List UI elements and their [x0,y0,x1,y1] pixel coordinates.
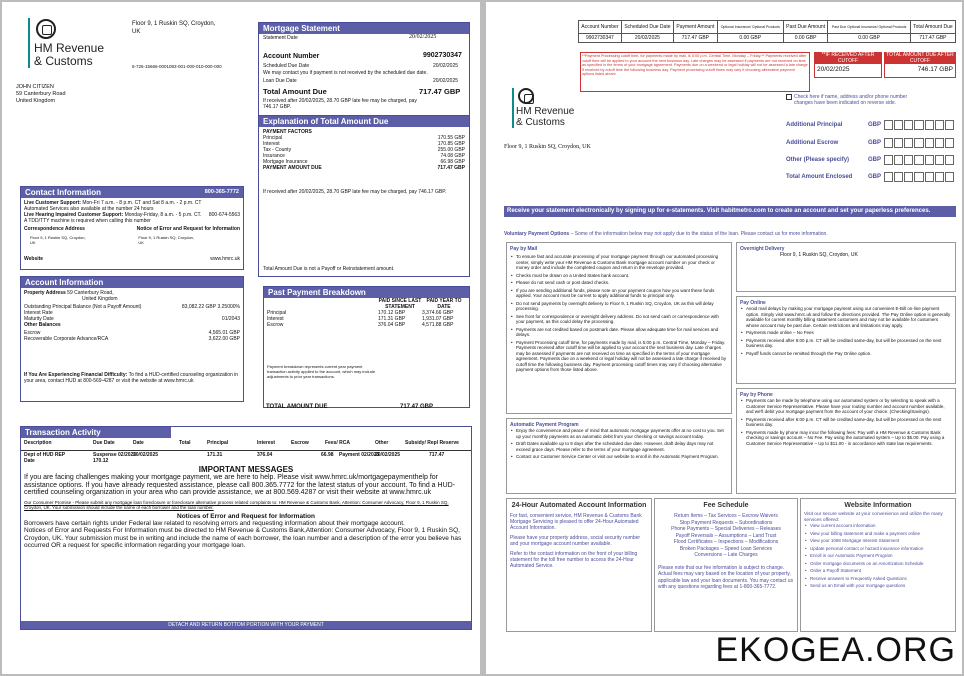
pay-online-list [740,306,952,356]
explanation-row-label: Insurance [263,153,285,159]
list-item: • Avoid mail delays by making your mortgage payment using our convenient E-Bill on-line payment option. Simply visit www.hmrc.uk and follow the directions provided. The Pay Online option is generally available for current monthly billing statement customers and may not be available for customers whose account may be past due. Certain restrictions and limitations may apply. [740,306,952,328]
website-info-intro: Visit our secure website at your convenience and utilize the many services offered: [804,512,943,523]
grid-optional: 0.00 GBP [717,34,783,43]
automated-info-title: 24-Hour Automated Account Information [511,502,647,509]
logo-accent-bar-2 [512,88,514,128]
list-item: • If you are sending additional funds, please note on your payment coupon how you want these funds applied. Your account must be current to apply additional funds to principal only. [510,288,728,299]
list-item: • Update personal contact or hazard insurance information [804,546,952,552]
notice-label: Notice of Error and Request for Information [136,226,240,232]
list-item: • Payments can be made by telephone using our automated system or by selecting to speak with a Customer Service Representative. Please have your routing number and account number available, and we'll debit your mortgage payment from the account of your choice. (Checking/Savings). [740,398,952,415]
transaction-header-cell: Due Date [93,440,115,446]
amount-digit-box [884,172,893,182]
automated-info-box [506,498,652,632]
amount-digit-box [914,120,923,130]
payment-factors-header: PAYMENT FACTORS [263,129,312,135]
list-item: • Receive answers to Frequently Asked Questions [804,576,952,582]
brand-logo-2: HM Revenue & Customs [516,106,575,128]
amount-digit-box [894,155,903,165]
amount-digit-box [894,138,903,148]
amount-digit-box [904,120,913,130]
amount-input[interactable] [884,138,954,148]
hardship-text: To find a HUD-certified counseling organization in your area, contact HUD at 800-569-4287 or visit the website at www.hmrc.uk [24,372,239,384]
fee-item: Conversions – Late Charges [694,552,758,558]
grid-account-number: 9902730347 [579,34,622,43]
return-address: Floor 9, 1 Ruskin SQ, Croydon, UK [504,144,591,150]
cutoff-notice: **Payment Processing cutoff time, for payments made by mail, is 5:00 p.m. Central Time, Monday – Friday.** Payments received after cutoff time will be applied to your account the next business day. Late charges may be assessed if payments are not received on time as specified in the terms of your mortgage agreement. Payments due on a weekend or legal holiday will not be assessed a late charge if received by cutoff time the following business day. Payment processing cutoff times may vary if choosing alternative payment options listed above. [580,52,810,92]
explanation-row-label: Principal [263,135,283,141]
transaction-title: Transaction Activity [21,427,171,438]
list-item: • See front for correspondence or overnight delivery address. Do not send cash or correspondence with your payment, as this could delay the processing. [510,314,728,325]
total-after-cutoff-box [884,52,956,78]
grid-header-past-optional: Past Due Optional Insurance/ Optional Products [828,21,910,34]
list-item: • Payments made by phone may incur the following fees: Pay with a HM Revenue & Customs Bank checking or savings account – No Fee. Pay using the automated system – Up to $5.00. Pay using a Customer Service Representative – Up to $11.00 - in accordance with state law requirements. [740,430,952,447]
explanation-rows [263,135,465,165]
customer-address: JOHN CITIZEN 59 Canterbury Road United Kingdom [16,84,66,104]
total-after-cutoff-value: 746.17 GBP [917,66,953,73]
amount-field-label: Other (Please specify) [786,157,850,163]
transaction-header-cell: Interest [257,440,276,446]
explanation-row-value: 255.00 GBP [437,147,465,153]
hearing-support-label: Live Hearing Impaired Customer Support: [24,212,124,218]
list-item: • Payments are not credited based on postmark date. Please allow adequate time for mail services and delays. [510,327,728,338]
escrow-balance: 4,565.01 GBP [208,330,240,336]
account-number-label: Account Number [263,53,320,60]
explanation-row-label: Interest [263,141,280,147]
amount-field-currency: GBP [868,157,882,163]
grid-header-due-date: Scheduled Due Date [621,21,673,34]
pay-by-phone-title: Pay by Phone [740,392,773,398]
overnight-address: Floor 9, 1 Ruskin SQ, Croydon, UK [780,252,858,258]
important-messages-body: If you are facing challenges making your mortgage payment, we are here to help. Please visit www.hmrc.uk/mortgagepaymenthelp for assistance options. If you have already requested assistance, please call 800.365.7772 for the latest status of your account. To find a HUD-certified counseling organization in your area who can provide assistance, we at 800.569.4287 or visit their website at www.hmrc.uk [24,474,456,496]
property-country: United Kingdom [82,296,118,302]
not-payoff-note: Total Amount Due is not a Payoff or Reinstatement amount. [263,266,395,272]
consumer-promise: Our Consumer Promise - Please submit any mortgage loan foreclosure or foreclosure alternative process related complaints to: HM Revenue & Customs Bank, Attention: Consumer Advocacy, Floor 9, 1 Ruskin SQ, Croydon, UK. Your submission should include the name of each borrower and the loan number. [24,499,449,510]
payment-coupon-grid [578,20,956,43]
past-row-since: 171.31 GBP [378,316,406,322]
voluntary-label: Voluntary Payment Options [504,231,570,237]
website-info-title: Website Information [844,502,912,509]
automated-info-text3: Refer to the contact information on the front of your billing statement for the toll free number to access the 24-Hour Automated Service. [510,551,638,569]
pay-online-box [736,296,956,384]
rca-balance: 3,622.00 GBP [208,336,240,342]
notice-of-error-title: Notices of Error and Request for Information [177,512,315,520]
interest-rate: 3.25000% [217,304,240,310]
correspondence-address: Floor 9, 1 Ruskin SQ, Croydon, UK [30,235,86,245]
amount-digit-box [935,155,944,165]
amount-field-label: Additional Escrow [786,140,839,146]
scheduled-due-label: Scheduled Due Date [263,63,310,69]
past-row-ytd: 3,374.66 GBP [422,310,454,316]
total-amount-due: 717.47 GBP [419,87,461,96]
past-row-ytd: 4,571.88 GBP [422,322,454,328]
notice-of-error-text1: Borrowers have certain rights under Federal law related to resolving errors and requesting information about their mortgage account. [24,519,405,527]
transaction-header-cell: Description [24,440,52,446]
transaction-box [20,426,472,630]
past-payment-box [263,286,470,408]
past-total-value: 717.47 GBP [400,404,434,410]
list-item: • Please do not send cash or post dated checks. [510,280,728,286]
account-number: 9902730347 [423,52,462,59]
past-payment-note: Payment breakdown represents current year payment transaction activity applied to the account, which may include adjustments to prior year transactions. [267,364,376,379]
amount-digit-box [884,155,893,165]
past-total-label: TOTAL AMOUNT DUE [266,404,328,410]
fee-schedule-title: Fee Schedule [703,502,749,509]
statement-date: 20/02/2025 [409,34,437,40]
website-info-list [804,523,952,589]
change-of-address-note: Check here if name, address and/or phone number changes have been indicated on reverse side. [794,94,908,106]
fee-schedule-list [658,513,794,559]
grid-payment-amount: 717.47 GBP [674,34,718,43]
if-received-label: **IF RECEIVED AFTER CUTOFF [815,53,881,64]
amount-digit-box [935,138,944,148]
amount-digit-box [945,138,954,148]
transaction-cell: Suspense 02/2025 [93,452,137,458]
grid-header-total: Total Amount Due [910,21,955,34]
auto-pay-box [506,418,732,494]
contact-phone: 800-365-7772 [204,189,239,195]
payment-amount-due-row: PAYMENT AMOUNT DUE 717.47 GBP [263,165,465,171]
explanation-row-value: 170.55 GBP [437,135,465,141]
amount-digit-box [925,172,934,182]
account-info-box [20,276,244,402]
transaction-header-cell: Escrow [291,440,309,446]
crest-icon [36,19,56,39]
hearing-support-hours: Monday-Friday, 8 a.m. - 5 p.m. CT. [124,212,202,218]
amount-digit-box [945,172,954,182]
amount-field-label: Additional Principal [786,122,843,128]
automated-info-text2: Please have your property address, social security number and your mortgage account number available. [510,535,641,547]
scheduled-due-date: 20/02/2025 [433,63,459,69]
past-payment-title: Past Payment Breakdown [264,287,469,298]
contact-note: We may contact you if payment is not received by the scheduled due date. [263,70,428,76]
amount-field-currency: GBP [868,140,882,146]
amount-digit-box [925,120,934,130]
cutoff-date: 20/02/2025 [817,66,850,73]
list-item: • Payoff funds cannot be remitted through the Pay Online option. [740,351,952,357]
voluntary-note: Some of the information below may not apply due to the status of the loan. Please contact us for more information. [574,231,828,237]
loan-due-label: Loan Due Date [263,78,297,84]
transaction-cell: 66.98 [321,452,334,458]
other-balances-label: Other Balances [24,322,61,328]
transaction-header-cell: Fees/ RCA [325,440,351,446]
automated-info-text1: For fast, convenient service, HM Revenue & Customs Bank Mortgage Servicing is pleased to offer 24-Hour Automated Account Information. [510,513,642,531]
transaction-cell: 376.04 [257,452,273,458]
transaction-header-cell: Date [133,440,144,446]
past-row-label: Interest [267,316,284,322]
transaction-cell: 170.12 [93,458,109,464]
crest-icon-2 [518,88,534,104]
escrow-label: Escrow [24,330,41,336]
grid-past-optional: 0.00 GBP [828,34,910,43]
grid-header-optional: Optional Insurance/ Optional Products [717,21,783,34]
amount-digit-box [925,138,934,148]
contact-info-box [20,186,244,270]
amount-digit-box [894,172,903,182]
fee-item: Phone Payments – Special Deliveries – Releases [671,526,781,532]
maturity-label: Maturity Date [24,316,54,322]
property-address: 59 Canterbury Road, [67,290,114,296]
statement-page-front [2,2,480,674]
mortgage-statement-box [258,22,470,118]
explanation-row-value: 170.85 GBP [437,141,465,147]
hearing-support-phone: 800-674-5563 [208,212,240,218]
transaction-header-cell: Other [375,440,389,446]
fee-item: Flood Certificates – Inspections – Modifications [673,539,779,545]
past-row-ytd: 1,931.07 GBP [422,316,454,322]
notice-of-error-text2: Notices of Error and Requests For Information must be directed to HM Revenue & Customs Bank,Attention: Consumer Advocacy, Floor 9, 1 Ruskin SQ, Croydon, UK. Your submission must be in writing and include the name of each borrower, the loan number and a description of the error you believe has occurred OR a request for specific information regarding your mortgage loan. [24,527,462,549]
amount-digit-box [925,155,934,165]
list-item: • To ensure fast and accurate processing of your mortgage payment through our automated processing center, simply write your HM Revenue & Customs Bank mortgage account number on your check or money order and include the completed coupon and return in the envelope provided. [510,254,728,271]
grid-due-date: 20/02/2025 [621,34,673,43]
account-barcode-number: 6-726-15666-0001083-001-000-010-000-000 [132,64,222,69]
watermark-text: EKOGEA.ORG [715,631,956,669]
overnight-box [736,242,956,292]
explanation-title: Explanation of Total Amount Due [259,116,469,127]
interest-rate-label: Interest Rate [24,310,53,316]
account-info-title: Account Information [21,277,243,288]
transaction-cell: Payment 02/2025 [339,452,380,458]
explanation-late-note: If received after 20/02/2025, 28.70 GBP late fee may be charged, pay 746.17 GBP. [263,189,447,195]
grid-header-payment: Payment Amount [674,21,718,34]
explanation-row-label: Tax - County [263,147,292,153]
mortgage-statement-title: Mortgage Statement [259,23,469,34]
auto-pay-title: Automatic Payment Program [510,422,579,428]
list-item: • View current account information [804,523,952,529]
table-row [21,451,471,463]
past-row-since: 376.04 GBP [378,322,406,328]
grid-total-due: 717.47 GBP [910,34,955,43]
fee-schedule-box [654,498,798,632]
list-item: • Payment Processing cutoff time, for payments made by mail, is 5:00 p.m. Central Time, Monday – Friday. Payments received after cutoff time will be applied to your account the next business day. Late charges may be assessed if payments are not received on time as specified in the terms of your mortgage agreement. Payments due on a weekend or legal holiday will not be assessed a late charge if received by cutoff time the following business day. Payment processing cutoff times may vary if choosing alternative payment options from those listed above. [510,340,728,373]
loan-due-date: 20/02/2025 [433,78,459,84]
fee-schedule-note: Please note that our fee information is subject to change. Actual fees may vary based on the location of your property, applicable law and your loan documents. You may contact us with any questions regarding fees at 1-800-365-7772. [658,564,794,590]
amount-digit-box [884,138,893,148]
transaction-header-cell: Subsidy/ Repl Reserve [405,440,459,446]
list-item: • Order mortgage documents on an Amortization Schedule [804,561,952,567]
pay-by-mail-title: Pay by Mail [510,246,538,252]
live-support-hours: Mon-Fri 7 a.m. - 8 p.m. CT and Sat 8 a.m. - 2 p.m. CT [82,200,202,206]
past-payment-row [267,322,466,328]
pay-by-mail-list [510,254,728,373]
grid-header-account: Account Number [579,21,622,34]
list-item: • Enjoy the convenience and peace of mind that automatic mortgage payments offer at no cost to you. Set up your monthly payments as an automatic debit from your checking or savings account today. [510,428,728,439]
list-item: • Draft Dates available up to 9 days after the scheduled due date. However, draft delay days may not exceed grace days. Please refer to the terms of your mortgage agreement. [510,441,728,452]
amount-field-currency: GBP [868,174,882,180]
list-item: • Order a Payoff Statement [804,568,952,574]
property-address-label: Property Address [24,290,66,296]
website-info-box [800,498,956,632]
auto-pay-list [510,428,728,460]
amount-digit-box [914,155,923,165]
transaction-header-cell: Total [179,440,191,446]
outstanding-value: 83,082.22 GBP [181,304,217,310]
past-row-label: Principal [267,310,287,316]
amount-digit-box [904,155,913,165]
amount-field-label: Total Amount Enclosed [786,174,853,180]
amount-digit-box [914,138,923,148]
transaction-cell: 20/02/2025 [133,452,159,458]
list-item: • View your billing statement and make a payment online [804,531,952,537]
rca-label: Recoverable Corporate Advance/RCA [24,336,109,342]
list-item: • Payments received after 6:00 p.m. CT will be credited same-day, but will be processed on the next business day. [740,338,952,349]
amount-digit-box [935,172,944,182]
transaction-cell: 717.47 [429,452,445,458]
transaction-header-cell: Principal [207,440,229,446]
statement-page-coupon: Account Number Scheduled Due Date Payment Amount Optional Insurance/ Optional Products Past Due Amount Past Due Optional Insurance/ Optional Products Total Amount Due 9902730347 20/02/2025 717.47 GBP 0.00 GBP 0.00 GBP 0.00 GBP 717.47 GBP **Payment Processing cutoff time, for payments made by mail, is 5:00 p.m. Central Time, Monday – Friday.** Payments received after cutoff time will be applied to your account the next business day. Late charges may be assessed if payments are not received on time as specified in the terms of your mortgage agreement. Payments due on a weekend or legal holiday will not be assessed a late charge if received by cutoff time the following business day. Payment processing cutoff times may vary if choosing alternative payment options listed above. **IF RECEIVED AFTER CUTOFF 20/02/2025 TOTAL AMOUNT DUE AFTER CUTOFF 746.17 GBP HM Revenue & Customs Floor 9, 1 Ruskin SQ, Croydon, UK Check here if name, address and/or phone number changes have been indicated on reverse side. Additional Principal GBP Additional Escrow GBP Other (Please specify) GBP Total Amount Enclosed GBP Receive your statement electronically by signing up for e-statements. Visit habitmetro.com to create an account and set your paperless preferences. Voluntary Payment Options – Some of the information below may not apply due to the status of the loan. Please contact us for more information. Pay by Mail • To ensure fast and accurate processing of your mortgage payment through our automated processing center, simply write your HM Revenue & Customs Bank mortgage account number on your check or money order and include the completed coupon and return in the envelope provided. • Checks must be drawn on a United States bank account. • Please do not send cash or post dated checks. • If you are sending additional funds, please note on your payment coupon how you want these funds applied. Your account must be current to apply additional funds to principal only. • Do not send payments by overnight delivery to Floor 9, 1 Ruskin SQ, Croydon, UK as this will delay processing. • See front for correspondence or overnight delivery address. Do not send cash or correspondence with your payment, as this could delay the processing. • Payments are not credited based on postmark date. Please allow adequate time for mail services and delays. • Payment Processing cutoff time, for payments made by mail, is 5:00 p.m. Central Time, Monday – Friday. Payments received after cutoff time will be applied to your account the next business day. Late charges may be assessed if payments are not received on time as specified in the terms of your mortgage agreement. Payments due on a weekend or legal holiday will not be assessed a late charge if received by cutoff time the following business day. Payment processing cutoff times may vary if choosing alternative payment options from those listed above. Overnight Delivery Floor 9, 1 Ruskin SQ, Croydon, UK Pay Online • Avoid mail delays by making your mortgage payment using our convenient E-Bill on-line payment option. Simply visit www.hmrc.uk and follow the directions provided. The Pay Online option is generally available for current monthly billing statement customers and may not be available for customers whose account may be past due. Certain restrictions and limitations may apply. • Payments made online – No Fees • Payments received after 6:00 p.m. CT will be credited same-day, but will be processed on the next business day. • Payoff funds cannot be remitted through the Pay Online option. Pay by Phone • Payments can be made by telephone using our automated system or by selecting to speak with a Customer Service Representative. Please have your routing number and account number available, and we'll debit your mortgage payment from the account of your choice. (Checking/Savings). • Payments received after 6:00 p.m. CT will be credited same-day, but will be processed on the next business day. • Payments made by phone may incur the following fees: Pay with a HM Revenue & Customs Bank checking or savings account – No Fee. Pay using the automated system – Up to $5.00. Pay using a Customer Service Representative – Up to $11.00 - in accordance with state law requirements. Automatic Payment Program • Enjoy the convenience and peace of mind that automatic mortgage payments offer at no cost to you. Set up your monthly payments as an automatic debit from your checking or savings account today. • Draft Dates available up to 9 days after the scheduled due date. However, draft delay days may not exceed grace days. Please refer to the terms of your mortgage agreement. • Contact our Customer Service Center or visit our website to enroll in the Automatic Payment Program. 24-Hour Automated Account Information For fast, convenient service, HM Revenue & Customs Bank Mortgage Servicing is pleased to offer 24-Hour Automated Account Information. Please have your property address, social security number and your mortgage account number available. Refer to the contact information on the front of your billing statement for the toll free number to access the 24-Hour Automated Service. Fee Schedule Return Items – Tax Services – Escrow Waivers Stop Payment Requests – Subordinations Phone Payments – Special Deliveries – Releases Payoff Reversals – Assumptions – Land Trust Flood Certificates – Inspections – Modifications Broken Packages – Speed Loan Services Conversions – Late Charges Please note that our fee information is subject to change. Actual fees may vary based on the location of your property, applicable law and your loan documents. You may contact us with any questions regarding fees at 1-800-365-7772. Website Information Visit our secure website at your convenience and utilize the many services offered: • View current account information • View your billing statement and make a payment online • View your 1098 Mortgage Interest Statement • Update personal contact or hazard insurance information • Enroll in our Automatic Payment Program • Order mortgage documents on an Amortization Schedule • Order a Payoff Statement • Receive answers to Frequently Asked Questions • Send us an Email with your mortgage questions EKOGEA.ORG [486,2,962,674]
list-item: • View your 1098 Mortgage Interest Statement [804,538,952,544]
list-item: • Enroll in our Automatic Payment Program [804,553,952,559]
pay-online-title: Pay Online [740,300,766,306]
maturity-date: 01/2043 [221,316,240,322]
statement-date-label: Statement Date [263,35,298,41]
grid-past-due: 0.00 GBP [783,34,828,43]
brand-logo: HM Revenue & Customs [34,41,105,68]
list-item: • Checks must be drawn on a United States bank account. [510,273,728,279]
amount-digit-box [894,120,903,130]
important-messages-title: IMPORTANT MESSAGES [198,465,294,474]
logo-accent-bar [28,18,30,68]
amount-digit-box [935,120,944,130]
explanation-row-value: 74.08 GBP [440,153,465,159]
list-item: • Payments received after 6:00 p.m. CT will be credited same-day, but will be processed on the next business day. [740,417,952,428]
grid-header-past-due: Past Due Amount [783,21,828,34]
past-row-since: 170.12 GBP [378,310,406,316]
amount-digit-box [945,155,954,165]
past-payment-rows [267,310,466,328]
list-item: • Payments made online – No Fees [740,330,952,336]
amount-digit-box [945,120,954,130]
detach-instruction: DETACH AND RETURN BOTTOM PORTION WITH YOUR PAYMENT [21,621,471,629]
hardship-label: If You Are Experiencing Financial Difficulty: [24,372,128,378]
fee-item: Return Items – Tax Services – Escrow Waivers [674,513,778,519]
list-item: • Contact our Customer Service Center or visit our website to enroll in the Automatic Payment Program. [510,454,728,460]
list-item: • Do not send payments by overnight delivery to Floor 9, 1 Ruskin SQ, Croydon, UK as this will delay processing. [510,301,728,312]
amount-digit-box [884,120,893,130]
notice-address: Floor 9, 1 Ruskin SQ, Croydon, UK [138,235,194,245]
pay-by-mail-box [506,242,732,414]
contact-title: Contact Information [25,188,101,197]
amount-digit-box [914,172,923,182]
explanation-row-value: 66.98 GBP [440,159,465,165]
cutoff-date-box [814,52,882,78]
total-after-cutoff-label: TOTAL AMOUNT DUE AFTER CUTOFF [886,52,954,64]
tdd-note: A TDD/TTY machine is required when calling this number [24,218,151,224]
transaction-cell: Dept of HUD REP Date [24,452,66,464]
automated-services-note: Automated Services also available at the number 24 hours [24,206,154,212]
explanation-box [258,115,470,277]
paid-since-header: PAID SINCE LAST STATEMENT [378,298,422,310]
amount-digit-box [904,138,913,148]
total-amount-due-label: Total Amount Due [263,87,327,96]
pay-by-phone-list [740,398,952,446]
overnight-title: Overnight Delivery [740,246,785,252]
change-of-address-checkbox[interactable] [786,94,792,100]
transaction-cell: 171.31 [207,452,223,458]
amount-input[interactable] [884,172,954,182]
bank-address: Floor 9, 1 Ruskin SQ, Croydon, UK [132,21,216,35]
fee-item: Stop Payment Requests – Subordinations [679,519,773,526]
past-row-label: Escrow [267,322,284,328]
fee-item: Broken Packages – Speed Loan Services [679,545,773,552]
pay-by-phone-box [736,388,956,494]
list-item: • Send us an Email with your mortgage questions [804,583,952,589]
transaction-header-row [21,439,471,451]
amount-field-currency: GBP [868,122,882,128]
amount-digit-box [904,172,913,182]
late-fee-note: If received after 20/02/2025, 28.70 GBP late fee may be charged, pay 746.17 GBP. [263,98,417,110]
live-support-label: Live Customer Support: [24,200,81,206]
fee-item: Payoff Reversals – Assumptions – Land Trust [675,532,777,539]
paid-ytd-header: PAID YEAR TO DATE [426,298,462,310]
website-label: Website [24,256,44,262]
amount-input[interactable] [884,155,954,165]
outstanding-label: Outstanding Principal Balance (Not a Payoff Amount) [24,304,142,310]
amount-input[interactable] [884,120,954,130]
correspondence-label: Correspondence Address [24,226,85,232]
website-link[interactable]: www.hmrc.uk [210,256,240,262]
estatement-banner: Receive your statement electronically by signing up for e-statements. Visit habitmetro.com to create an account and set your paperless preferences. [504,206,956,217]
transaction-cell: 20/02/2025 [375,452,401,458]
explanation-row-label: Mortgage Insurance [263,159,308,165]
